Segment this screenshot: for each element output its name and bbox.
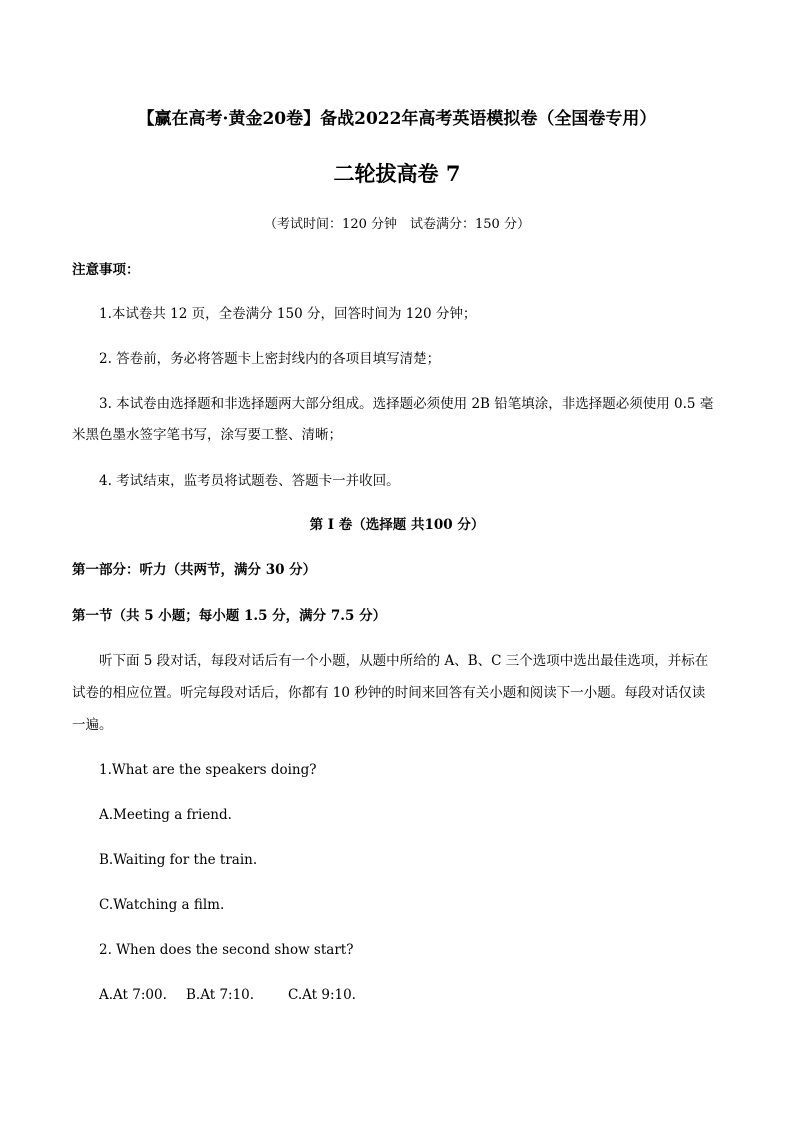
question-2-option-a: A.At 7:00.	[99, 987, 167, 1003]
note-item-3-continued: 米黑色墨水签字笔书写，涂写要工整、清晰；	[72, 427, 342, 443]
question-2-stem: 2. When does the second show start?	[99, 942, 354, 958]
exam-subtitle: 二轮拔高卷 7	[333, 161, 461, 186]
part-title: 第一部分：听力（共两节，满分 30 分）	[72, 562, 317, 578]
note-item-4: 4. 考试结束，监考员将试题卷、答题卡一并收回。	[99, 473, 400, 489]
question-1-option-c: C.Watching a film.	[99, 897, 225, 913]
volume-title: 第 I 卷（选择题 共100 分）	[309, 517, 485, 533]
question-2-option-b: B.At 7:10.	[186, 987, 255, 1003]
question-1-stem: 1.What are the speakers doing?	[99, 762, 317, 778]
question-1-option-b: B.Waiting for the train.	[99, 852, 258, 868]
exam-main-title: 【赢在高考·黄金20卷】备战2022年高考英语模拟卷（全国卷专用）	[137, 109, 657, 129]
question-2-option-c: C.At 9:10.	[288, 987, 356, 1003]
note-item-3: 3. 本试卷由选择题和非选择题两大部分组成。选择题必须使用 2B 铅笔填涂，非选择题必须使用 0.5 毫	[99, 396, 714, 412]
note-item-2: 2. 答卷前，务必将答题卡上密封线内的各项目填写清楚；	[99, 351, 441, 367]
instructions-line-3: 一遍。	[72, 717, 113, 733]
note-item-1: 1.本试卷共 12 页，全卷满分 150 分，回答时间为 120 分钟；	[99, 306, 477, 322]
exam-time-info: （考试时间：120 分钟 试卷满分：150 分）	[264, 217, 530, 232]
instructions-line-1: 听下面 5 段对话，每段对话后有一个小题，从题中所给的 A、B、C 三个选项中选出最佳选项，并标在	[99, 653, 709, 669]
instructions-line-2: 试卷的相应位置。听完每段对话后，你都有 10 秒钟的时间来回答有关小题和阅读下一小题。每段对话仅读	[72, 685, 706, 701]
notes-heading: 注意事项：	[72, 262, 140, 278]
subsection-title: 第一节（共 5 小题；每小题 1.5 分，满分 7.5 分）	[72, 608, 387, 624]
question-1-option-a: A.Meeting a friend.	[99, 807, 232, 823]
